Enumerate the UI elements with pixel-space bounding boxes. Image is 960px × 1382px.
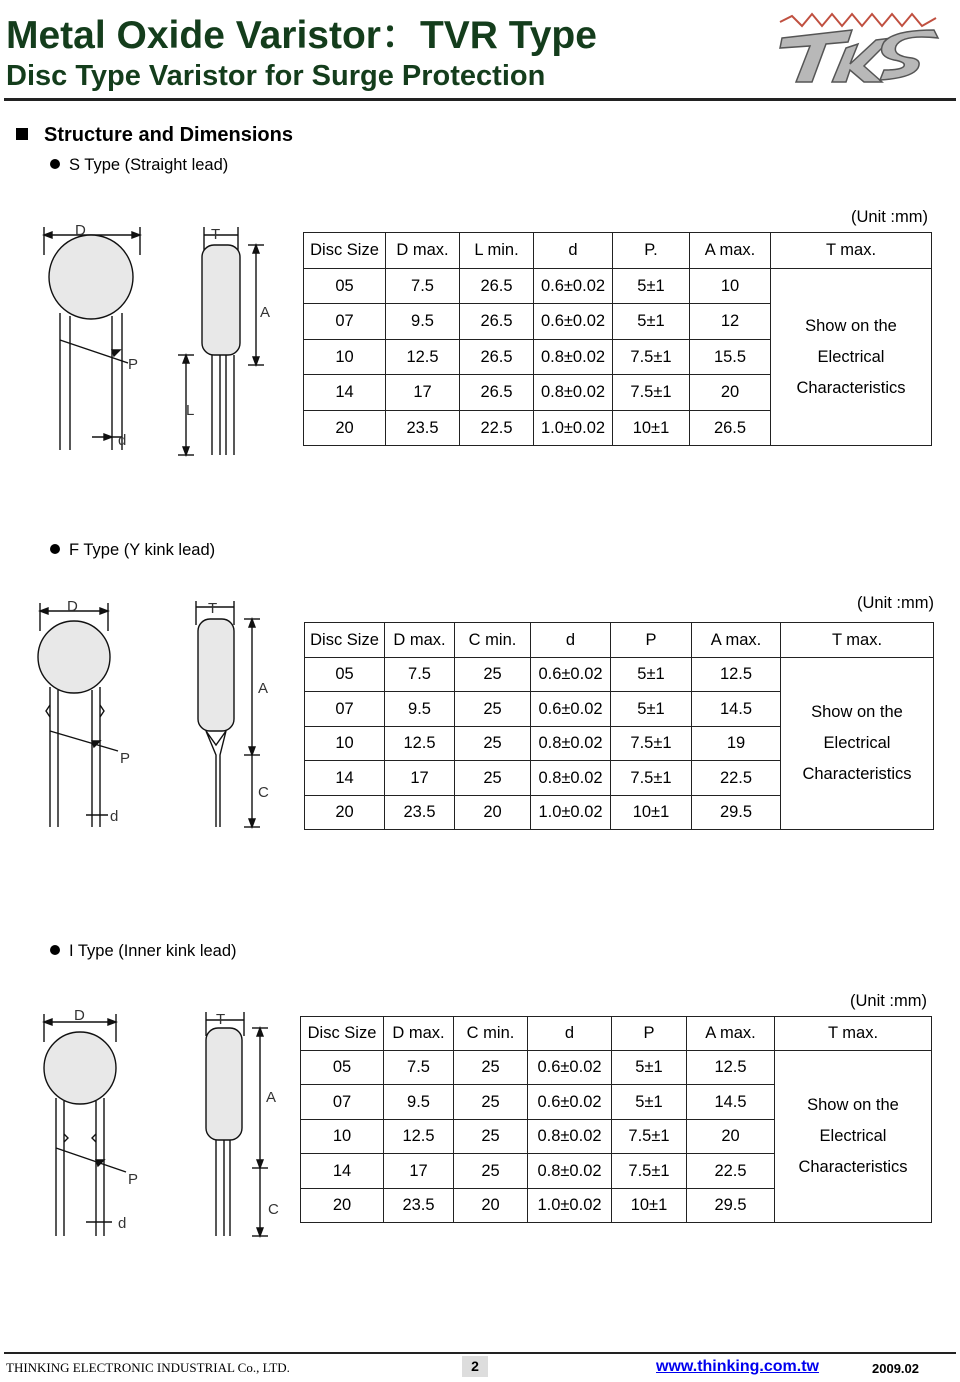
table-cell: 1.0±0.02 [534,411,613,446]
table-header-cell: C min. [454,1017,528,1051]
table-cell: 14.5 [692,692,781,727]
table-cell: 7.5±1 [612,1120,687,1154]
s-type-table [303,232,932,446]
table-header-cell: A max. [690,233,771,269]
table-cell: 7.5±1 [613,340,690,375]
t-max-note-line: Characteristics [802,765,912,783]
table-cell: 20 [687,1120,775,1154]
table-header-row [301,1017,932,1051]
table-header-cell: D max. [385,623,455,658]
table-cell: 20 [690,375,771,411]
i-type-table [300,1016,932,1223]
table-cell: 25 [455,692,531,727]
table-cell: 9.5 [386,304,460,340]
bullet-icon [50,945,60,955]
table-cell: 10±1 [612,1189,687,1223]
header-rule [4,98,956,101]
t-max-note-line: Characteristics [796,378,906,397]
table-cell: 0.6±0.02 [534,269,613,304]
table-header-cell: A max. [687,1017,775,1051]
table-cell: 0.8±0.02 [528,1154,612,1189]
label-T: T [208,600,218,617]
table-cell: 10±1 [611,796,692,830]
table-cell: 0.6±0.02 [531,658,611,692]
table-header-row [305,623,934,658]
table-cell: 5±1 [613,269,690,304]
table-cell: 17 [386,375,460,411]
table-header-cell: D max. [386,233,460,269]
table-cell: 25 [455,761,531,796]
table-header-cell: T max. [771,233,932,269]
table-cell: 0.8±0.02 [534,375,613,411]
table-header-row [304,233,932,269]
table-cell: 26.5 [690,411,771,446]
i-type-drawing [30,1000,290,1245]
table-header-cell: D max. [384,1017,454,1051]
footer-date: 2009.02 [872,1361,919,1376]
table-header-cell: Disc Size [301,1017,384,1051]
table-cell: 22.5 [687,1154,775,1189]
table-cell: 26.5 [460,304,534,340]
table-cell: 7.5±1 [611,761,692,796]
table-header-cell: T max. [781,623,934,658]
t-max-note [781,658,934,830]
t-max-note-line: Electrical [823,734,891,752]
s-type-unit: (Unit :mm) [851,208,928,226]
t-max-note-line: Electrical [819,1127,887,1145]
table-cell: 26.5 [460,269,534,304]
table-cell: 0.6±0.02 [528,1085,612,1120]
page-number: 2 [462,1356,488,1377]
label-C: C [258,784,269,801]
t-max-note-line: Show on the [807,1096,899,1114]
table-cell: 12.5 [385,727,455,761]
table-cell: 7.5 [386,269,460,304]
table-cell: 07 [304,304,386,340]
table-cell: 29.5 [687,1189,775,1223]
table-cell: 1.0±0.02 [528,1189,612,1223]
label-d: d [118,432,127,449]
f-type-unit: (Unit :mm) [857,594,934,612]
table-header-cell: L min. [460,233,534,269]
t-max-note-line: Electrical [817,347,885,366]
table-cell: 0.8±0.02 [531,761,611,796]
table-cell: 23.5 [386,411,460,446]
table-cell: 5±1 [612,1085,687,1120]
t-max-note [771,269,932,446]
table-cell: 25 [454,1120,528,1154]
table-cell: 0.6±0.02 [531,692,611,727]
table-header-cell: d [531,623,611,658]
table-cell: 15.5 [690,340,771,375]
website-link[interactable]: www.thinking.com.tw [656,1358,819,1375]
label-T: T [216,1011,226,1028]
label-L: L [186,402,195,419]
bullet-icon [50,159,60,169]
table-cell: 25 [454,1085,528,1120]
page-subtitle: Disc Type Varistor for Surge Protection [6,60,546,92]
table-cell: 9.5 [384,1085,454,1120]
table-cell: 1.0±0.02 [531,796,611,830]
table-cell: 12.5 [384,1120,454,1154]
label-D: D [67,598,78,615]
table-cell: 0.8±0.02 [531,727,611,761]
table-cell: 25 [455,658,531,692]
table-cell: 5±1 [613,304,690,340]
table-cell: 22.5 [692,761,781,796]
label-T: T [211,226,221,243]
t-max-note-line: Show on the [805,316,897,335]
table-cell: 7.5±1 [613,375,690,411]
table-cell: 10±1 [613,411,690,446]
i-type-heading: I Type (Inner kink lead) [50,942,237,961]
table-header-cell: Disc Size [305,623,385,658]
table-header-cell: P [612,1017,687,1051]
bullet-icon [50,544,60,554]
table-cell: 20 [304,411,386,446]
footer-company: THINKING ELECTRONIC INDUSTRIAL Co., LTD. [6,1360,290,1375]
table-cell: 0.6±0.02 [528,1051,612,1085]
table-header-cell: d [528,1017,612,1051]
table-cell: 14.5 [687,1085,775,1120]
table-cell: 17 [384,1154,454,1189]
label-A: A [260,304,271,321]
table-cell: 5±1 [611,692,692,727]
page-title: Metal Oxide Varistor：TVR Type [6,14,597,57]
label-D: D [74,1007,85,1024]
table-cell: 7.5±1 [612,1154,687,1189]
t-max-note [775,1051,932,1223]
section-heading: Structure and Dimensions [16,124,293,147]
table-cell: 14 [305,761,385,796]
table-header-cell: P [611,623,692,658]
square-bullet-icon [16,128,28,140]
table-cell: 23.5 [384,1189,454,1223]
table-cell: 20 [454,1189,528,1223]
f-type-heading: F Type (Y kink lead) [50,541,215,560]
s-type-drawing [30,215,290,480]
table-cell: 25 [454,1154,528,1189]
table-cell: 7.5 [384,1051,454,1085]
table-cell: 10 [301,1120,384,1154]
table-cell: 10 [305,727,385,761]
table-cell: 29.5 [692,796,781,830]
label-P: P [128,1171,139,1188]
table-cell: 23.5 [385,796,455,830]
table-cell: 26.5 [460,375,534,411]
table-row [304,269,932,304]
table-cell: 05 [301,1051,384,1085]
label-D: D [75,222,86,239]
f-type-table [304,622,934,830]
table-cell: 05 [304,269,386,304]
label-P: P [120,750,131,767]
table-cell: 17 [385,761,455,796]
table-cell: 10 [690,269,771,304]
table-cell: 26.5 [460,340,534,375]
table-cell: 14 [304,375,386,411]
table-cell: 5±1 [611,658,692,692]
table-cell: 0.8±0.02 [534,340,613,375]
s-type-heading: S Type (Straight lead) [50,156,228,175]
table-cell: 12.5 [687,1051,775,1085]
table-cell: 7.5±1 [611,727,692,761]
t-max-note-line: Characteristics [798,1158,908,1176]
label-d: d [110,808,119,825]
footer-rule [4,1352,956,1354]
table-header-cell: d [534,233,613,269]
table-cell: 0.8±0.02 [528,1120,612,1154]
table-header-cell: T max. [775,1017,932,1051]
table-cell: 20 [305,796,385,830]
table-cell: 25 [455,727,531,761]
table-row [305,658,934,692]
label-d: d [118,1215,127,1232]
table-cell: 05 [305,658,385,692]
table-cell: 20 [455,796,531,830]
table-cell: 12.5 [386,340,460,375]
table-cell: 9.5 [385,692,455,727]
label-A: A [266,1089,277,1106]
table-cell: 12 [690,304,771,340]
label-A: A [258,680,269,697]
table-header-cell: Disc Size [304,233,386,269]
t-max-note-line: Show on the [811,703,903,721]
table-row [301,1051,932,1085]
table-cell: 19 [692,727,781,761]
table-cell: 07 [301,1085,384,1120]
table-cell: 0.6±0.02 [534,304,613,340]
label-P: P [128,356,139,373]
table-cell: 20 [301,1189,384,1223]
company-logo [772,8,944,88]
table-header-cell: P. [613,233,690,269]
table-cell: 10 [304,340,386,375]
table-cell: 25 [454,1051,528,1085]
table-cell: 7.5 [385,658,455,692]
table-cell: 12.5 [692,658,781,692]
table-cell: 22.5 [460,411,534,446]
table-cell: 07 [305,692,385,727]
i-type-unit: (Unit :mm) [850,992,927,1010]
label-C: C [268,1201,279,1218]
f-type-drawing [30,595,290,840]
table-cell: 14 [301,1154,384,1189]
table-cell: 5±1 [612,1051,687,1085]
table-header-cell: C min. [455,623,531,658]
table-header-cell: A max. [692,623,781,658]
